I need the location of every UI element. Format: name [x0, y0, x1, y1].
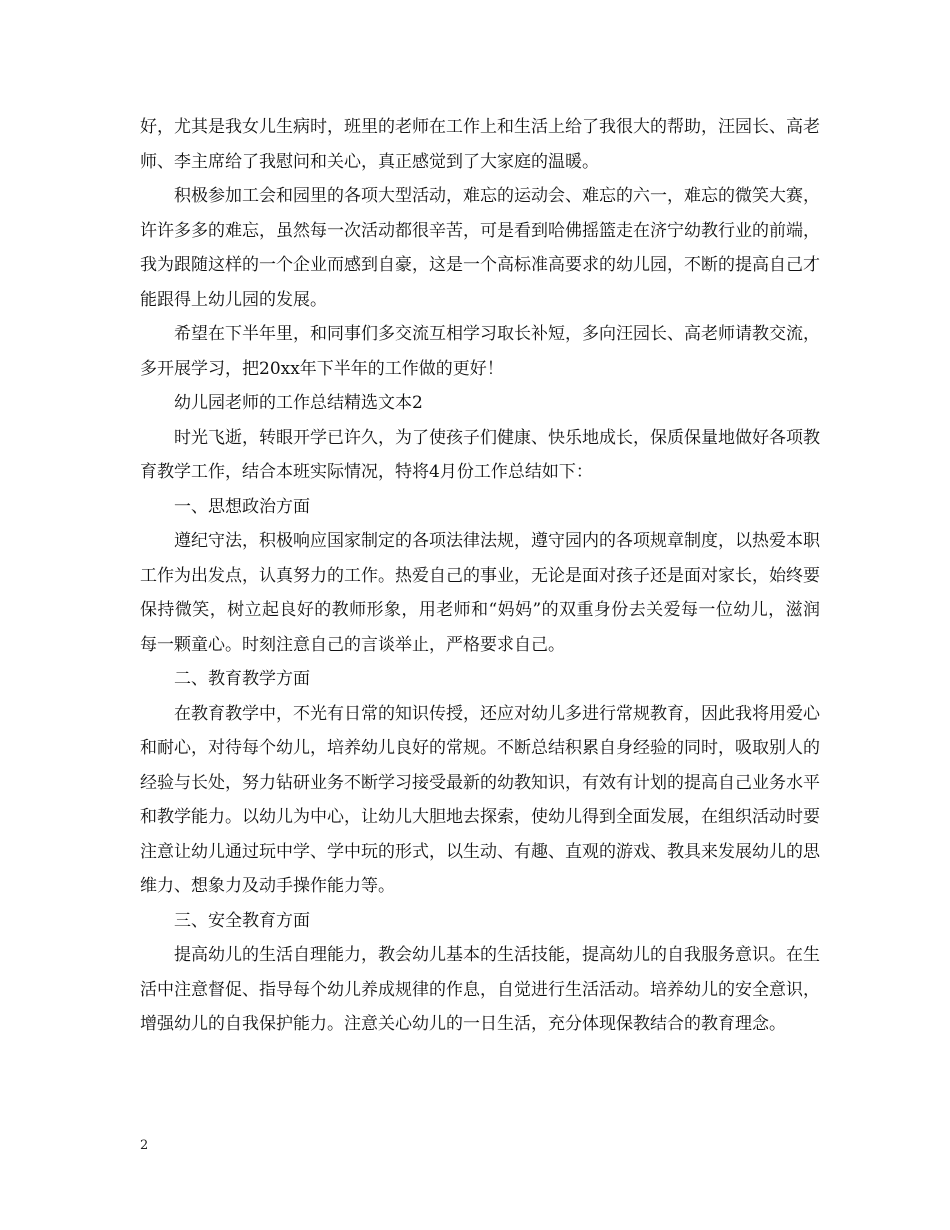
heading-political: 一、思想政治方面	[174, 496, 310, 517]
page-number: 2	[140, 1138, 149, 1153]
paragraph-political: 遵纪守法，积极响应国家制定的各项法律法规，遵守园内的各项规章制度，以热爱本职工作为出发点，认真努力的工作。热爱自己的事业，无论是面对孩子还是面对家长，始终要保持微笑，树立起良好的教师形象，用老师和“妈妈”的双重身份去关爱每一位幼儿，滋润每一颗童心。时刻注意自己的言谈举止，严格要求自己。	[140, 531, 820, 655]
document-body	[140, 110, 820, 1042]
section-title-text-2: 幼儿园老师的工作总结精选文本2	[174, 393, 423, 413]
paragraph-intro: 时光飞逝，转眼开学已许久，为了使孩子们健康、快乐地成长，保质保量地做好各项教育教学工作，结合本班实际情况，特将4月份工作总结如下：	[140, 427, 820, 482]
paragraph-activities: 积极参加工会和园里的各项大型活动，难忘的运动会、难忘的六一，难忘的微笑大赛，许许多多的难忘，虽然每一次活动都很辛苦，可是看到哈佛摇篮走在济宁幼教行业的前端，我为跟随这样的一个企业而感到自豪，这是一个高标准高要求的幼儿园，不断的提高自己才能跟得上幼儿园的发展。	[140, 186, 820, 310]
paragraph-safety: 提高幼儿的生活自理能力，教会幼儿基本的生活技能，提高幼儿的自我服务意识。在生活中注意督促、指导每个幼儿养成规律的作息，自觉进行生活活动。培养幼儿的安全意识，增强幼儿的自我保护能力。注意关心幼儿的一日生活，充分体现保教结合的教育理念。	[140, 945, 820, 1034]
heading-safety: 三、安全教育方面	[174, 910, 310, 931]
paragraph-hope: 希望在下半年里，和同事们多交流互相学习取长补短，多向汪园长、高老师请教交流，多开展学习，把20xx年下半年的工作做的更好！	[140, 324, 820, 379]
heading-teaching: 二、教育教学方面	[174, 669, 310, 689]
paragraph-teaching: 在教育教学中，不光有日常的知识传授，还应对幼儿多进行常规教育，因此我将用爱心和耐心，对待每个幼儿，培养幼儿良好的常规。不断总结积累自身经验的同时，吸取别人的经验与长处，努力钻研业务不断学习接受最新的幼教知识，有效有计划的提高自己业务水平和教学能力。以幼儿为中心，让幼儿大胆地去探索，使幼儿得到全面发展，在组织活动时要注意让幼儿通过玩中学、学中玩的形式，以生动、有趣、直观的游戏、教具来发展幼儿的思维力、想象力及动手操作能力等。	[140, 703, 820, 896]
paragraph-continued: 好，尤其是我女儿生病时，班里的老师在工作上和生活上给了我很大的帮助，汪园长、高老师、李主席给了我慰问和关心，真正感觉到了大家庭的温暖。	[140, 117, 820, 172]
